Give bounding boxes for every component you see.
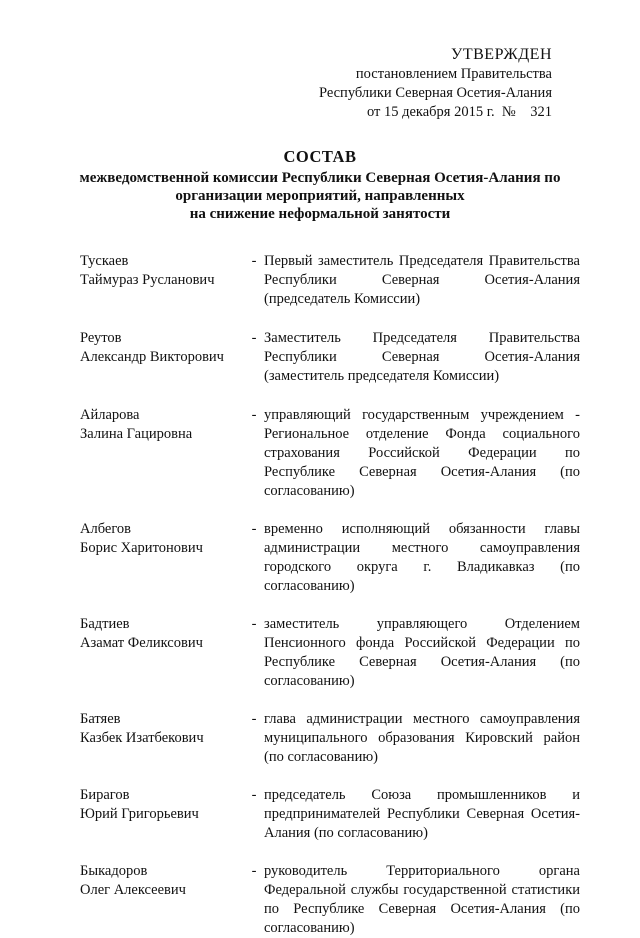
document-title: [60, 148, 580, 223]
member-dash: -: [251, 616, 257, 632]
member-role: Первый заместитель Председателя Правительства Республики Северная Осетия-Алания (председатель Комиссии): [264, 253, 580, 307]
member-entry: [80, 615, 580, 691]
member-surname: Бирагов: [80, 787, 130, 803]
member-role: временно исполняющий обязанности главы администрации местного самоуправления городского округа г. Владикавказ (по согласованию): [264, 521, 580, 594]
member-role: глава администрации местного самоуправления муниципального образования Кировский район (по согласованию): [264, 711, 580, 765]
member-given-names: Олег Алексеевич: [80, 882, 186, 898]
member-role: заместитель управляющего Отделением Пенсионного фонда Российской Федерации по Республике Северная Осетия-Алания (по согласованию): [264, 616, 580, 689]
member-given-names: Борис Харитонович: [80, 540, 203, 556]
member-surname: Айларова: [80, 407, 140, 423]
member-entry: [80, 710, 580, 767]
approval-line-1: постановлением Правительства: [355, 66, 552, 82]
member-surname: Реутов: [80, 330, 122, 346]
member-name: [80, 520, 245, 558]
approval-date-line: от 15 декабря 2015 г. № 321: [366, 104, 552, 120]
member-given-names: Таймураз Русланович: [80, 272, 215, 288]
member-entry: [80, 786, 580, 843]
member-role: председатель Союза промышленников и предпринимателей Республики Северная Осетия-Алания (по согласованию): [264, 787, 580, 841]
member-dash: -: [251, 863, 257, 879]
member-dash: -: [251, 711, 257, 727]
member-surname: Албегов: [80, 521, 132, 537]
member-dash: -: [251, 330, 257, 346]
title-line-3: на снижение неформальной занятости: [189, 206, 451, 222]
member-entry: [80, 862, 580, 938]
member-name: [80, 786, 245, 824]
member-surname: Бадтиев: [80, 616, 130, 632]
member-name: [80, 862, 245, 900]
member-dash: -: [251, 253, 257, 269]
title-line-1: межведомственной комиссии Республики Северная Осетия-Алания по: [79, 170, 561, 186]
member-name: [80, 710, 245, 748]
member-entry: [80, 520, 580, 596]
member-dash: -: [251, 407, 257, 423]
title-heading: СОСТАВ: [283, 147, 357, 166]
member-name: [80, 406, 245, 444]
approval-stamp: [319, 44, 552, 122]
member-entry: [80, 252, 580, 309]
member-surname: Тускаев: [80, 253, 129, 269]
member-dash: -: [251, 787, 257, 803]
member-role: управляющий государственным учреждением - Региональное отделение Фонда социального страхования Российской Федерации по Республике Северная Осетия-Алания (по согласованию): [264, 407, 580, 499]
member-name: [80, 615, 245, 653]
member-given-names: Александр Викторович: [80, 349, 224, 365]
member-entry: [80, 329, 580, 386]
member-given-names: Азамат Феликсович: [80, 635, 203, 651]
member-name: [80, 329, 245, 367]
member-role: Заместитель Председателя Правительства Республики Северная Осетия-Алания (заместитель председателя Комиссии): [264, 330, 580, 384]
member-surname: Быкадоров: [80, 863, 148, 879]
member-given-names: Казбек Изатбекович: [80, 730, 204, 746]
member-dash: -: [251, 521, 257, 537]
member-given-names: Залина Гацировна: [80, 426, 193, 442]
member-entry: [80, 406, 580, 501]
member-given-names: Юрий Григорьевич: [80, 806, 199, 822]
member-surname: Батяев: [80, 711, 121, 727]
approval-heading: УТВЕРЖДЕН: [451, 46, 552, 63]
title-line-2: организации мероприятий, направленных: [175, 188, 465, 204]
member-role: руководитель Территориального органа Федеральной службы государственной статистики по Республике Северная Осетия-Алания (по согласованию): [264, 863, 580, 936]
member-name: [80, 252, 245, 290]
approval-line-2: Республики Северная Осетия-Алания: [318, 85, 552, 101]
members-list: [80, 252, 580, 938]
